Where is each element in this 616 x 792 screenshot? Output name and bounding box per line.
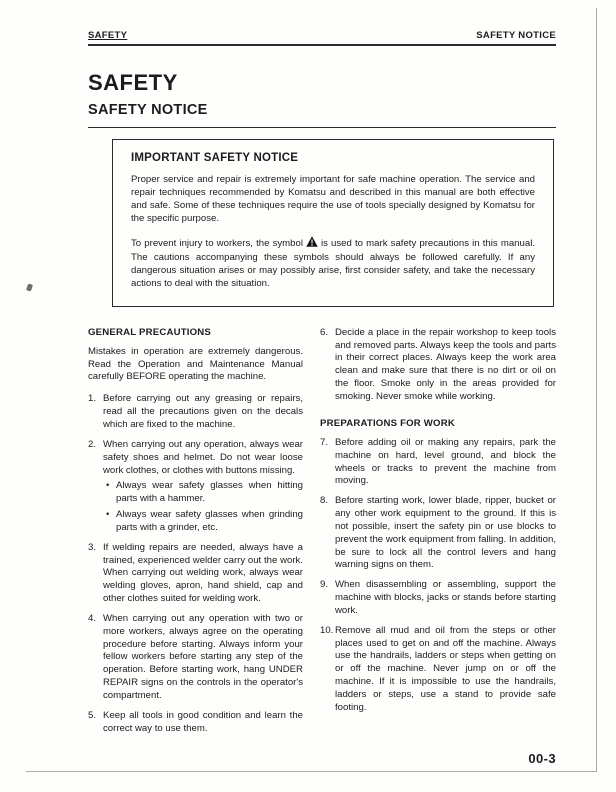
page-title: SAFETY: [88, 70, 178, 95]
item-text: When disassembling or assembling, support the machine with blocks, jacks or stands before starting work.: [335, 579, 556, 616]
bullet-marker: •: [106, 509, 110, 521]
item-text: Keep all tools in good condition and learn the correct way to use them.: [103, 709, 303, 734]
item-text: Remove all mud and oil from the steps or other places used to get on and off the machine. Always use the handrails, ladders or steps when getting on or off the machine. Never jump on or off the machine. If it is impossible to use the handrails, ladders or steps, use a stand to provide safe footing.: [335, 624, 556, 713]
scan-page-edge-bottom: [26, 771, 597, 772]
list-item: [88, 710, 303, 736]
item-text: Before carrying out any greasing or repairs, read all the precautions given on the decals which are fixed to the machine.: [103, 393, 303, 430]
item-text: If welding repairs are needed, always have a trained, experienced welder carry out the work. When carrying out welding work, always wear welding gloves, apron, hand shield, cap and other clothes suited for welding work.: [103, 541, 303, 605]
item-number: 8.: [320, 495, 329, 507]
item-number: 6.: [320, 326, 329, 338]
list-item: [320, 625, 556, 715]
bullet-text: Always wear safety glasses when hitting parts with a hammer.: [116, 480, 303, 505]
notice-paragraph-2: [131, 236, 535, 290]
running-header-right: SAFETY NOTICE: [476, 30, 556, 41]
list-item: [88, 542, 303, 606]
list-item: [320, 495, 556, 572]
item-number: 2.: [88, 438, 97, 450]
bullet-item: [106, 480, 303, 506]
subtitle-divider: [88, 127, 556, 128]
section-heading-general-precautions: GENERAL PRECAUTIONS: [88, 326, 212, 338]
page-subtitle: SAFETY NOTICE: [88, 102, 208, 118]
bullet-marker: •: [106, 480, 110, 492]
list-item: [88, 393, 303, 432]
notice-box-heading: IMPORTANT SAFETY NOTICE: [131, 152, 299, 164]
item-number: 4.: [88, 612, 97, 624]
general-precautions-intro: Mistakes in operation are extremely dangerous. Read the Operation and Maintenance Manual carefully BEFORE operating the machine.: [88, 345, 303, 383]
item-number: 3.: [88, 541, 97, 553]
left-column: [88, 327, 303, 743]
warning-triangle-icon: [306, 236, 318, 252]
notice-paragraph-2-before: To prevent injury to workers, the symbol: [131, 238, 303, 250]
item-text: Decide a place in the repair workshop to keep tools and removed parts. Always keep the tools and parts in their correct places. Always keep the work area clean and make sure that there is no dirt or oil on the floor. Smoke only in the areas provided for smoking. Never smoke while working.: [335, 326, 556, 402]
notice-paragraph-2-after: is used to mark safety precautions in this manual. The cautions accompanying these symbols should always be followed carefully. If any dangerous situation arises or may possibly arise, first consider safety, and take the necessary actions to deal with the situation.: [131, 238, 535, 289]
scan-page-edge-right: [596, 8, 597, 772]
running-header: [88, 30, 556, 46]
item-text: When carrying out any operation with two or more workers, always agree on the operating procedure before starting. Always inform your fellow workers before starting any step of the operation. Before starting work, hang UNDER REPAIR signs on the controls in the operator's compartment.: [103, 612, 303, 701]
list-item: [320, 437, 556, 488]
item-number: 10.: [320, 624, 334, 636]
bullet-item: [106, 509, 303, 535]
important-safety-notice-box: [112, 139, 554, 307]
item-text: Before adding oil or making any repairs, park the machine on hard, level ground, and block the wheels or tracks to prevent the machine from moving.: [335, 436, 556, 487]
list-item: [88, 613, 303, 703]
list-item: [320, 579, 556, 618]
bullet-text: Always wear safety glasses when grinding parts with a grinder, etc.: [116, 509, 303, 533]
item-text: When carrying out any operation, always wear safety shoes and helmet. Do not wear loose work clothes, or clothes with buttons missing.: [103, 438, 303, 476]
page-content: [88, 30, 556, 743]
page-number: 00-3: [528, 751, 556, 766]
two-column-body: [88, 327, 556, 743]
item-number: 9.: [320, 579, 329, 591]
section-heading-preparations-for-work: PREPARATIONS FOR WORK: [320, 417, 455, 429]
right-column: [320, 327, 556, 743]
item-number: 5.: [88, 709, 97, 721]
running-header-left: SAFETY: [88, 30, 128, 41]
list-item: [88, 439, 303, 535]
item-number: 1.: [88, 393, 97, 405]
notice-paragraph-1: Proper service and repair is extremely important for safe machine operation. The service and repair techniques recommended by Komatsu and described in this manual are both effective and safe. Some of these techniques require the use of tools specially designed by Komatsu for the specific purpose.: [131, 174, 535, 224]
list-item: [320, 327, 556, 404]
scan-artifact: [26, 283, 33, 291]
item-text: Before starting work, lower blade, ripper, bucket or any other work equipment to the ground. If this is not possible, insert the safety pin or use blocks to prevent the work equipment from falling. In addition, be sure to lock all the control levers and hang warning signs on them.: [335, 495, 556, 571]
item-number: 7.: [320, 436, 329, 448]
